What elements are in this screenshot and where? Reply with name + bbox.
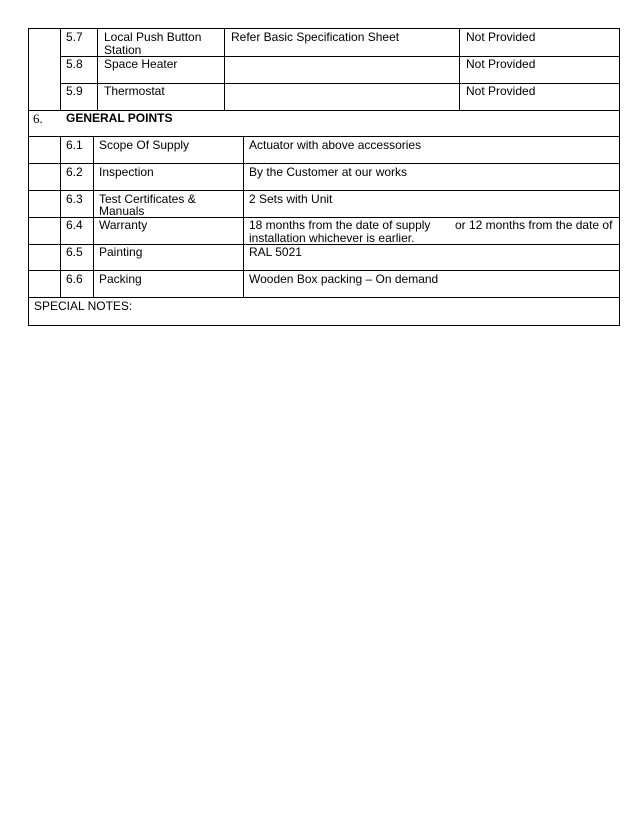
rule-row-6-6 xyxy=(28,297,620,298)
rule-top xyxy=(28,28,620,29)
row-6-3-item-line2: Manuals xyxy=(99,204,145,218)
row-6-4-value-line2: installation whichever is earlier. xyxy=(249,231,415,245)
row-6-6-item: Packing xyxy=(99,272,142,286)
row-6-2-value: By the Customer at our works xyxy=(249,165,408,179)
row-6-6-number: 6.6 xyxy=(66,272,83,286)
row-6-4-value-extra: or 12 months from the date of xyxy=(455,218,613,232)
row-6-4-number: 6.4 xyxy=(66,218,83,232)
row-5-8-item: Space Heater xyxy=(104,57,178,71)
row-5-7-item-line2: Station xyxy=(104,43,142,57)
row-6-3-number: 6.3 xyxy=(66,192,83,206)
row-6-6-value: Wooden Box packing – On demand xyxy=(249,272,439,286)
row-6-4-item: Warranty xyxy=(99,218,148,232)
row-6-1-number: 6.1 xyxy=(66,138,83,152)
section-6-heading: GENERAL POINTS xyxy=(66,111,173,125)
rule-col-no-s6 xyxy=(60,136,61,297)
rule-col-item-s6 xyxy=(93,136,94,297)
row-6-5-value: RAL 5021 xyxy=(249,245,302,259)
rule-col-no xyxy=(60,28,61,110)
section-6-number: 6. xyxy=(33,111,43,126)
row-5-9-status: Not Provided xyxy=(466,84,536,98)
row-6-2-item: Inspection xyxy=(99,165,154,179)
row-6-3-item-line1: Test Certificates & xyxy=(99,192,196,206)
row-5-8-number: 5.8 xyxy=(66,57,83,71)
row-6-5-item: Painting xyxy=(99,245,143,259)
rule-section-6-heading xyxy=(28,136,620,137)
rule-row-6-1 xyxy=(28,163,620,164)
row-5-9-number: 5.9 xyxy=(66,84,83,98)
row-6-1-value: Actuator with above accessories xyxy=(249,138,422,152)
row-5-7-item-line1: Local Push Button xyxy=(104,30,202,44)
row-5-8-status: Not Provided xyxy=(466,57,536,71)
rule-row-6-2 xyxy=(28,190,620,191)
row-6-5-number: 6.5 xyxy=(66,245,83,259)
row-6-1-item: Scope Of Supply xyxy=(99,138,190,152)
rule-col-value-s6 xyxy=(243,136,244,297)
rule-left-edge xyxy=(28,28,29,326)
row-5-7-status: Not Provided xyxy=(466,30,536,44)
row-6-4-value-line1: 18 months from the date of supply xyxy=(249,218,431,232)
rule-col-spec-s5 xyxy=(224,28,225,110)
rule-bottom xyxy=(28,325,620,326)
special-notes-label: SPECIAL NOTES: xyxy=(34,299,133,313)
rule-col-item-s5 xyxy=(97,28,98,110)
rule-col-status-s5 xyxy=(459,28,460,110)
row-6-2-number: 6.2 xyxy=(66,165,83,179)
row-5-7-number: 5.7 xyxy=(66,30,83,44)
row-5-9-item: Thermostat xyxy=(104,84,165,98)
row-5-7-spec: Refer Basic Specification Sheet xyxy=(231,30,400,44)
rule-row-6-5 xyxy=(28,270,620,271)
row-6-3-value: 2 Sets with Unit xyxy=(249,192,333,206)
rule-right-edge xyxy=(619,28,620,326)
